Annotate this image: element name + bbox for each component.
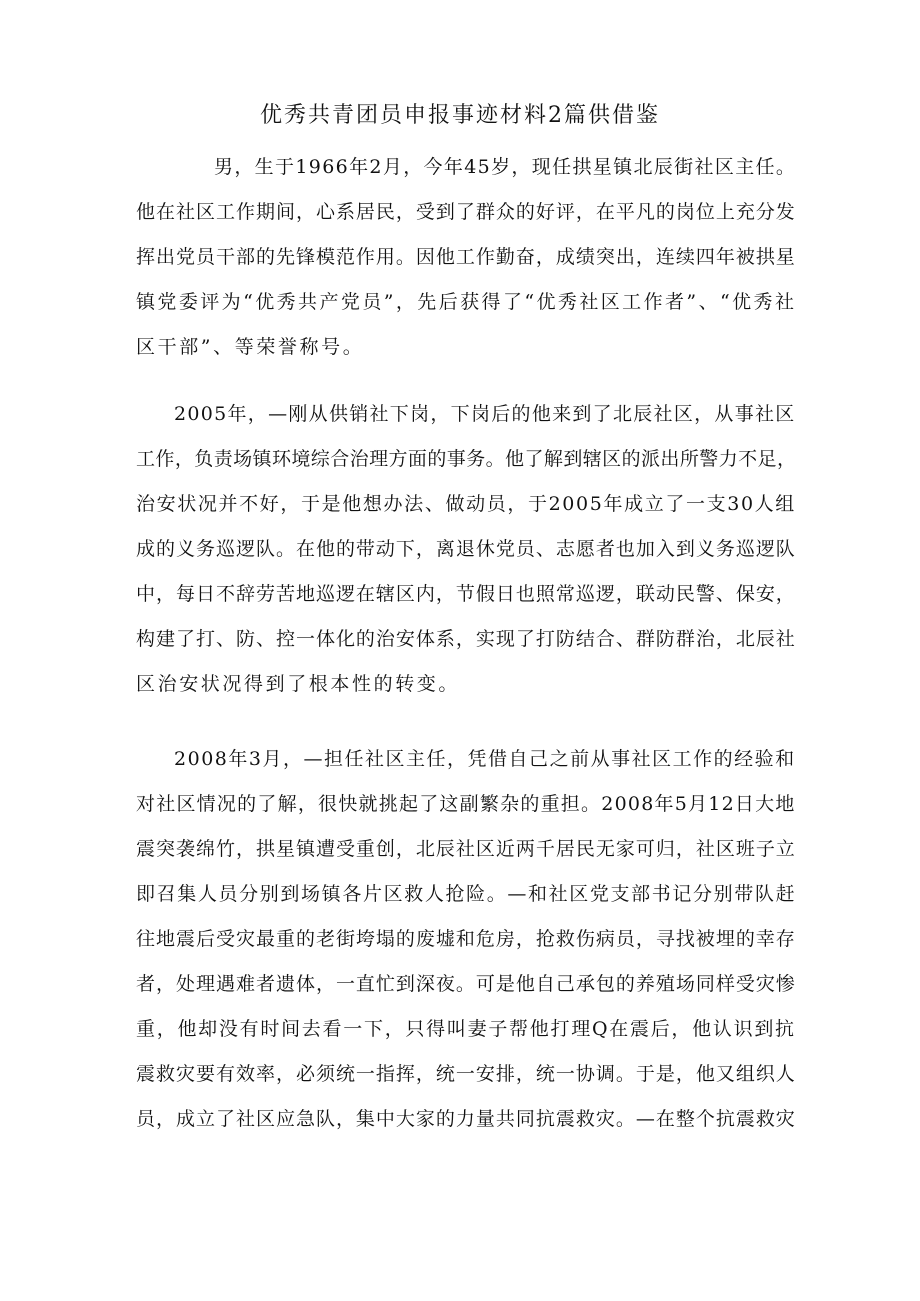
paragraph-line: 成的义务巡逻队。在他的带动下，离退休党员、志愿者也加入到义务巡逻队 (136, 538, 796, 560)
paragraph-line: 工作，负责场镇环境综合治理方面的事务。他了解到辖区的派出所警力不足， (136, 448, 797, 470)
paragraph-line: 挥出党员干部的先锋模范作用。因他工作勤奋，成绩突出，连续四年被拱星 (136, 246, 796, 268)
paragraph-line: 2008年3月，—担任社区主任，凭借自己之前从事社区工作的经验和 (174, 748, 796, 770)
paragraph-line: 对社区情况的了解，很快就挑起了这副繁杂的重担。2008年5月12日大地 (136, 793, 796, 815)
paragraph-line: 构建了打、防、控一体化的治安体系，实现了打防结合、群防群治，北辰社 (136, 628, 796, 650)
paragraph-3 (136, 737, 796, 1142)
paragraph-line: 员，成立了社区应急队，集中大家的力量共同抗震救灾。—在整个抗震救灾 (136, 1108, 796, 1130)
paragraph-line: 区干部”、等荣誉称号。 (136, 336, 365, 358)
paragraph-line: 治安状况并不好，于是他想办法、做动员，于2005年成立了一支30人组 (136, 493, 796, 515)
paragraph-line: 镇党委评为“优秀共产党员”，先后获得了“优秀社区工作者”、“优秀社 (136, 291, 797, 313)
paragraph-line: 他在社区工作期间，心系居民，受到了群众的好评，在平凡的岗位上充分发 (136, 201, 796, 223)
paragraph-line: 2005年，—刚从供销社下岗，下岗后的他来到了北辰社区，从事社区 (174, 403, 796, 425)
paragraph-line: 往地震后受灾最重的老街垮塌的废墟和危房，抢救伤病员，寻找被埋的幸存 (136, 928, 796, 950)
paragraph-line: 者，处理遇难者遗体，一直忙到深夜。可是他自己承包的养殖场同样受灾惨 (136, 973, 796, 995)
paragraph-line: 震救灾要有效率，必须统一指挥，统一安排，统一协调。于是，他又组织人 (136, 1063, 796, 1085)
paragraph-line: 震突袭绵竹，拱星镇遭受重创，北辰社区近两千居民无家可归，社区班子立 (136, 838, 796, 860)
paragraph-line: 男，生于1966年2月，今年45岁，现任拱星镇北辰街社区主任。 (214, 156, 797, 178)
paragraph-line: 重，他却没有时间去看一下，只得叫妻子帮他打理Q在震后，他认识到抗 (136, 1018, 796, 1040)
paragraph-1 (136, 145, 796, 370)
paragraph-2 (136, 392, 796, 707)
document-title: 优秀共青团员申报事迹材料2篇供借鉴 (260, 103, 660, 128)
paragraph-line: 即召集人员分别到场镇各片区救人抢险。—和社区党支部书记分别带队赶 (136, 883, 797, 905)
paragraph-line: 区治安状况得到了根本性的转变。 (136, 673, 461, 695)
paragraph-line: 中，每日不辞劳苦地巡逻在辖区内，节假日也照常巡逻，联动民警、保安， (136, 583, 796, 605)
